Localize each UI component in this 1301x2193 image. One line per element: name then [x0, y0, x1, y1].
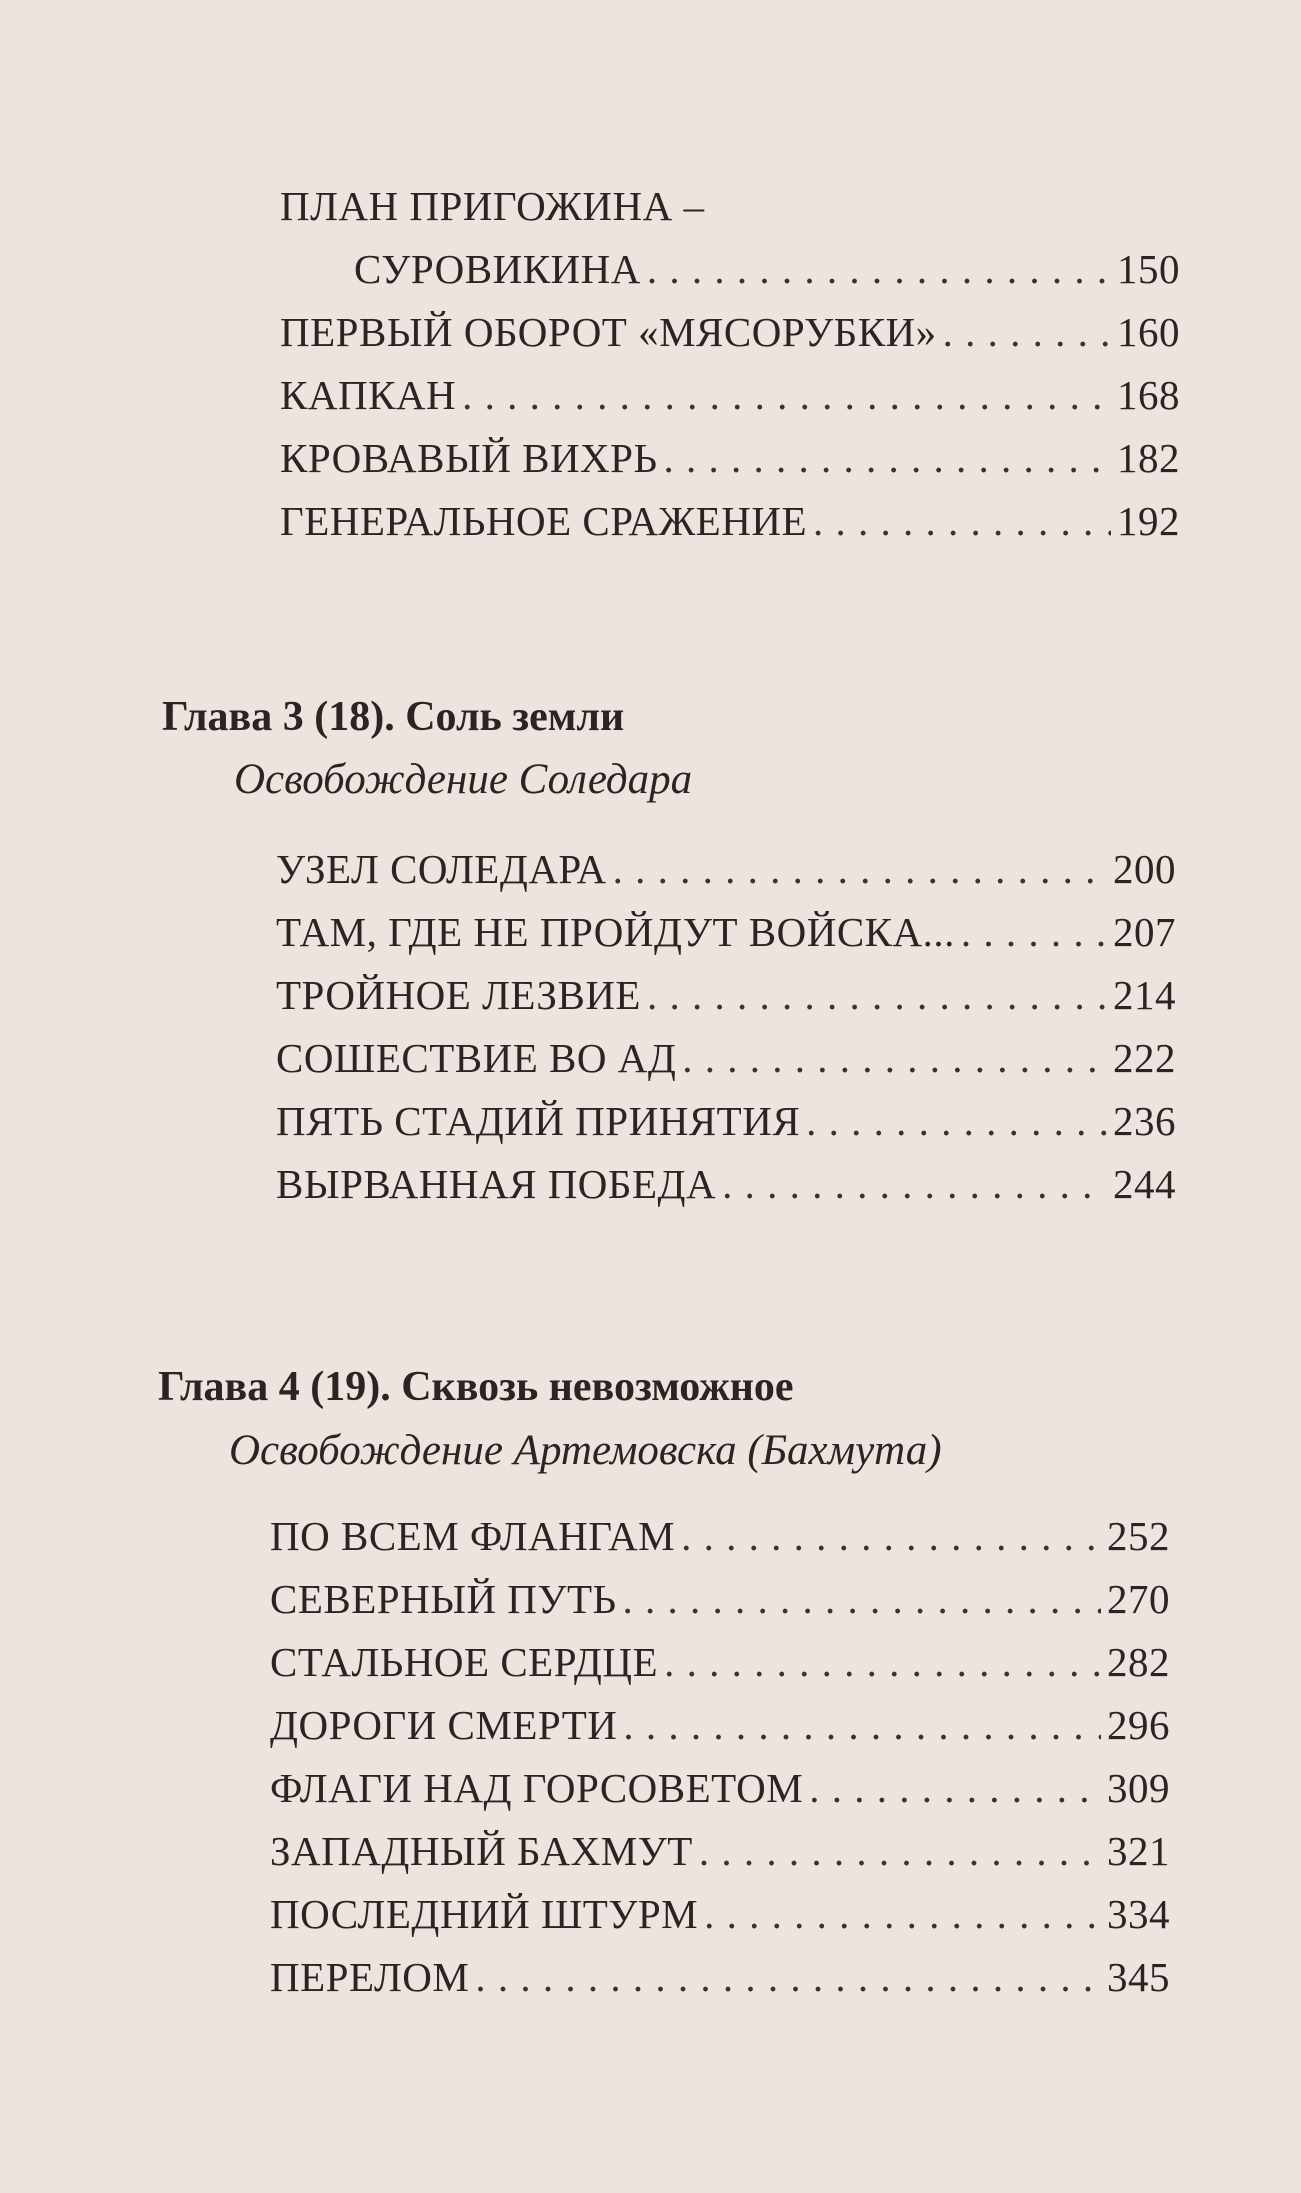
toc-page-number: 334: [1107, 1891, 1170, 1937]
toc-page-number: 192: [1117, 498, 1180, 544]
toc-page-number: 200: [1113, 846, 1176, 892]
toc-leader-dots: [462, 371, 1111, 419]
toc-entry: [270, 1575, 1170, 1638]
toc-page-number: 168: [1117, 372, 1180, 418]
toc-entry: [276, 971, 1176, 1034]
toc-list-chapter3: [276, 845, 1176, 1223]
toc-leader-dots: [475, 1953, 1101, 2001]
toc-entry: [280, 308, 1180, 371]
toc-page-number: 214: [1113, 972, 1176, 1018]
toc-list-chapter4: [270, 1512, 1170, 2016]
toc-entry-title: ПОСЛЕДНИЙ ШТУРМ: [270, 1891, 699, 1937]
toc-entry-title: ФЛАГИ НАД ГОРСОВЕТОМ: [270, 1765, 804, 1811]
toc-leader-dots: [613, 845, 1107, 893]
toc-page-number: 270: [1107, 1576, 1170, 1622]
toc-leader-dots: [806, 1097, 1107, 1145]
toc-page-number: 282: [1107, 1639, 1170, 1685]
toc-leader-dots: [664, 434, 1111, 482]
toc-leader-dots: [623, 1701, 1101, 1749]
toc-entry-title: ПЕРЕЛОМ: [270, 1954, 470, 2000]
toc-entry-title: УЗЕЛ СОЛЕДАРА: [276, 846, 607, 892]
chapter-heading: Глава 3 (18). Соль земли: [162, 694, 625, 740]
toc-entry-title: ПЯТЬ СТАДИЙ ПРИНЯТИЯ: [276, 1098, 801, 1144]
toc-leader-dots: [647, 971, 1107, 1019]
toc-page-number: 321: [1107, 1828, 1170, 1874]
toc-entry: [280, 245, 1180, 308]
toc-leader-dots: [682, 1034, 1107, 1082]
toc-entry: [270, 1890, 1170, 1953]
toc-entry: [270, 1827, 1170, 1890]
toc-page-number: 345: [1107, 1954, 1170, 2000]
toc-entry-title: ГЕНЕРАЛЬНОЕ СРАЖЕНИЕ: [280, 498, 807, 544]
chapter-heading: Глава 4 (19). Сквозь невозможное: [158, 1364, 794, 1410]
toc-entry: [280, 371, 1180, 434]
toc-entry-title: СОШЕСТВИЕ ВО АД: [276, 1035, 677, 1081]
toc-leader-dots: [722, 1160, 1107, 1208]
toc-leader-dots: [704, 1890, 1101, 1938]
toc-page-number: 252: [1107, 1513, 1170, 1559]
toc-entry-title: ЗАПАДНЫЙ БАХМУТ: [270, 1828, 693, 1874]
toc-entry: [276, 908, 1176, 971]
toc-page-number: 309: [1107, 1765, 1170, 1811]
toc-page-number: 160: [1117, 309, 1180, 355]
toc-page-number: 296: [1107, 1702, 1170, 1748]
toc-page-number: 244: [1113, 1161, 1176, 1207]
toc-leader-dots: [664, 1638, 1101, 1686]
toc-leader-dots: [623, 1575, 1101, 1623]
toc-entry-title-line: [280, 182, 1180, 245]
toc-entry-title: ПЕРВЫЙ ОБОРОТ «МЯСОРУБКИ»: [280, 309, 937, 355]
toc-leader-dots: [809, 1764, 1101, 1812]
toc-entry: [270, 1701, 1170, 1764]
toc-list-section1: [280, 182, 1180, 560]
toc-leader-dots: [813, 497, 1111, 545]
toc-entry: [280, 434, 1180, 497]
toc-page-number: 150: [1117, 246, 1180, 292]
toc-entry: [276, 1097, 1176, 1160]
toc-entry-title: СЕВЕРНЫЙ ПУТЬ: [270, 1576, 617, 1622]
toc-page-number: 236: [1113, 1098, 1176, 1144]
toc-leader-dots: [943, 308, 1111, 356]
toc-entry-title: СУРОВИКИНА: [354, 246, 641, 292]
toc-leader-dots: [699, 1827, 1101, 1875]
chapter-subtitle: Освобождение Артемовска (Бахмута): [229, 1427, 942, 1474]
toc-entry-title: ТАМ, ГДЕ НЕ ПРОЙДУТ ВОЙСКА...: [276, 909, 955, 955]
toc-page-number: 182: [1117, 435, 1180, 481]
toc-entry-title: КРОВАВЫЙ ВИХРЬ: [280, 435, 658, 481]
toc-entry: [270, 1764, 1170, 1827]
toc-entry: [280, 497, 1180, 560]
toc-leader-dots: [961, 908, 1107, 956]
chapter-subtitle: Освобождение Соледара: [234, 756, 693, 803]
toc-entry: [276, 845, 1176, 908]
toc-entry: [276, 1034, 1176, 1097]
toc-entry: [270, 1512, 1170, 1575]
toc-entry-title: ДОРОГИ СМЕРТИ: [270, 1702, 618, 1748]
toc-entry-title: ПЛАН ПРИГОЖИНА –: [280, 183, 705, 229]
toc-leader-dots: [647, 245, 1111, 293]
toc-page-number: 207: [1113, 909, 1176, 955]
toc-entry-title: СТАЛЬНОЕ СЕРДЦЕ: [270, 1639, 659, 1685]
toc-entry: [276, 1160, 1176, 1223]
toc-entry-title: КАПКАН: [280, 372, 457, 418]
toc-entry: [270, 1953, 1170, 2016]
toc-entry-title: ТРОЙНОЕ ЛЕЗВИЕ: [276, 972, 641, 1018]
toc-entry: [270, 1638, 1170, 1701]
toc-entry-title: ПО ВСЕМ ФЛАНГАМ: [270, 1513, 676, 1559]
toc-leader-dots: [681, 1512, 1101, 1560]
toc-page-number: 222: [1113, 1035, 1176, 1081]
toc-entry-title: ВЫРВАННАЯ ПОБЕДА: [276, 1161, 717, 1207]
